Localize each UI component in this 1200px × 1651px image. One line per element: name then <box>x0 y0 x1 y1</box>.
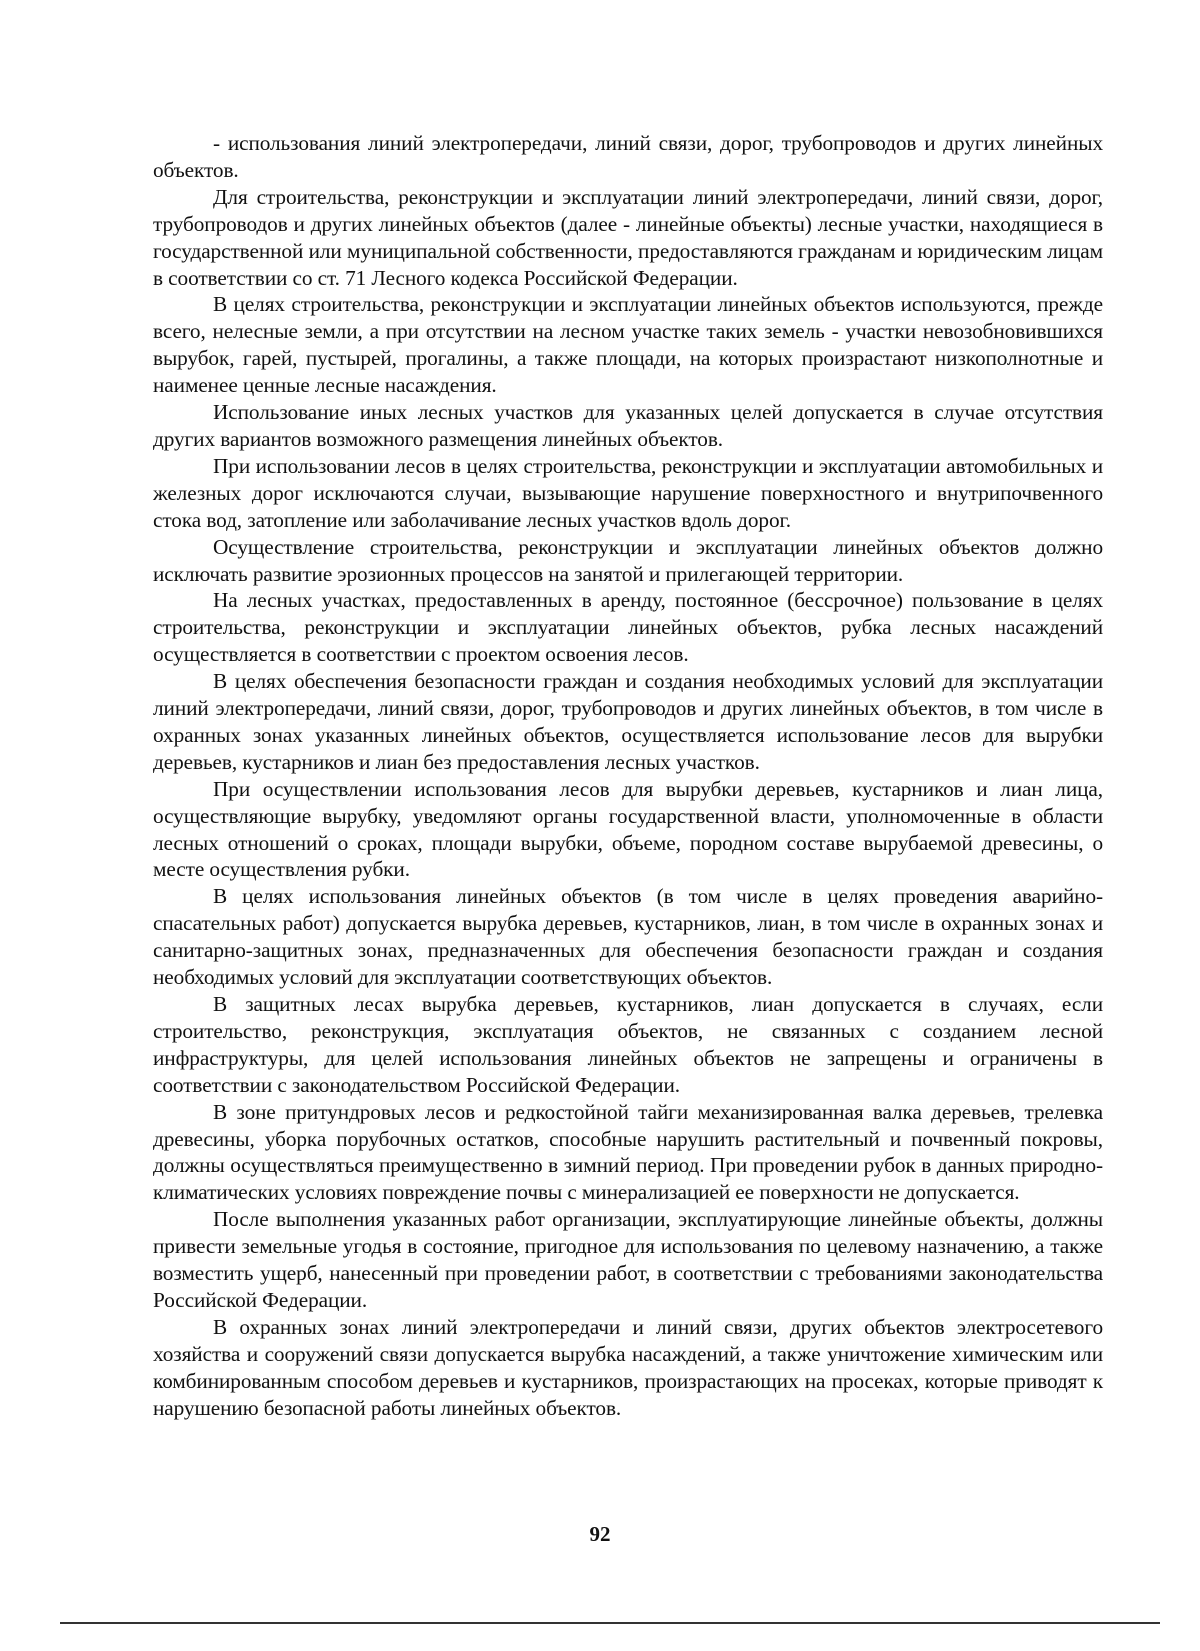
paragraph-11: В защитных лесах вырубка деревьев, кустарников, лиан допускается в случаях, если строительство, реконструкция, эксплуатация объектов, не связанных с созданием лесной инфраструктуры, для целей использования линейных объектов не запрещены и ограничены в соответствии с законодательством Российской Федерации. <box>153 992 1103 1097</box>
paragraph-2: Для строительства, реконструкции и эксплуатации линий электропередачи, линий связи, дорог, трубопроводов и других линейных объектов (далее - линейные объекты) лесные участки, находящиеся в государственной или муниципальной собственности, предоставляются гражданам и юридическим лицам в соответствии со ст. 71 Лесного кодекса Российской Федерации. <box>153 184 1103 290</box>
paragraph-5: При использовании лесов в целях строительства, реконструкции и эксплуатации автомобильных и железных дорог исключаются случаи, вызывающие нарушение поверхностного и внутрипочвенного стока вод, затопление или заболачивание лесных участков вдоль дорог. <box>153 453 1103 532</box>
paragraph-9: При осуществлении использования лесов для вырубки деревьев, кустарников и лиан лица, осуществляющие вырубку, уведомляют органы государственной власти, уполномоченные в области лесных отношений о сроках, площади вырубки, объеме, породном составе вырубаемой древесины, о месте осуществления рубки. <box>153 776 1103 882</box>
text-body <box>153 130 1103 1422</box>
paragraph-13: После выполнения указанных работ организации, эксплуатирующие линейные объекты, должны привести земельные угодья в состояние, пригодное для использования по целевому назначению, а также возместить ущерб, нанесенный при проведении работ, в соответствии с требованиями законодательства Российской Федерации. <box>153 1207 1103 1312</box>
paragraph-6: Осуществление строительства, реконструкции и эксплуатации линейных объектов должно исключать развитие эрозионных процессов на занятой и прилегающей территории. <box>153 534 1103 586</box>
paragraph-7: На лесных участках, предоставленных в аренду, постоянное (бессрочное) пользование в целях строительства, реконструкции и эксплуатации линейных объектов, рубка лесных насаждений осуществляется в соответствии с проектом освоения лесов. <box>153 588 1103 667</box>
paragraph-14: В охранных зонах линий электропередачи и линий связи, других объектов электросетевого хозяйства и сооружений связи допускается вырубка насаждений, а также уничтожение химическим или комбинированным способом деревьев и кустарников, произрастающих на просеках, которые приводят к нарушению безопасной работы линейных объектов. <box>153 1314 1103 1420</box>
paragraph-10: В целях использования линейных объектов (в том числе в целях проведения аварийно-спасательных работ) допускается вырубка деревьев, кустарников, лиан, в том числе в охранных зонах и санитарно-защитных зонах, предназначенных для обеспечения безопасности граждан и создания необходимых условий для эксплуатации соответствующих объектов. <box>153 884 1103 990</box>
paragraph-8: В целях обеспечения безопасности граждан и создания необходимых условий для эксплуатации линий электропередачи, линий связи, дорог, трубопроводов и других линейных объектов, в том числе в охранных зонах указанных линейных объектов, осуществляется использование лесов для вырубки деревьев, кустарников и лиан без предоставления лесных участков. <box>153 669 1103 774</box>
page-number: 92 <box>589 1522 611 1546</box>
paragraph-4: Использование иных лесных участков для указанных целей допускается в случае отсутствия других вариантов возможного размещения линейных объектов. <box>153 400 1103 451</box>
paragraph-12: В зоне притундровых лесов и редкостойной тайги механизированная валка деревьев, трелевка древесины, уборка порубочных остатков, способные нарушить растительный и почвенный покровы, должны осуществляться преимущественно в зимний период. При проведении рубок в данных природно-климатических условиях повреждение почвы с минерализацией ее поверхности не допускается. <box>153 1099 1103 1205</box>
paragraph-3: В целях строительства, реконструкции и эксплуатации линейных объектов используются, прежде всего, нелесные земли, а при отсутствии на лесном участке таких земель - участки невозобновившихся вырубок, гарей, пустырей, прогалины, а также площади, на которых произрастают низкополнотные и наименее ценные лесные насаждения. <box>153 292 1103 398</box>
bottom-divider <box>60 1622 1160 1624</box>
paragraph-1: - использования линий электропередачи, линий связи, дорог, трубопроводов и других линейных объектов. <box>153 131 1103 182</box>
